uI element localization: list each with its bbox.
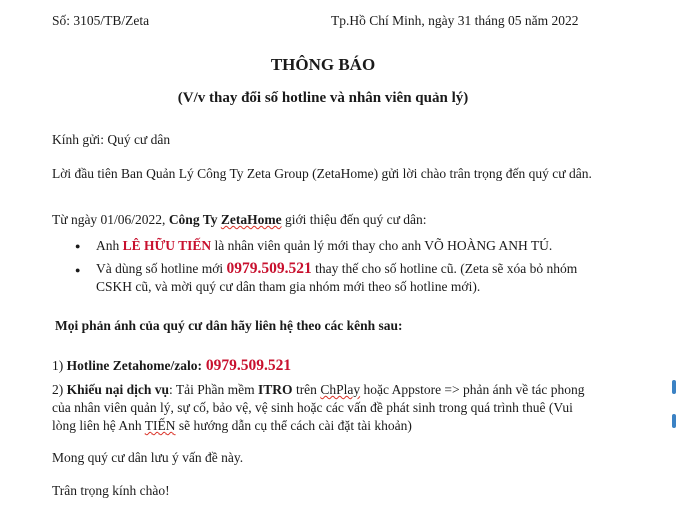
channel-2-text-4: sẽ hướng dẫn cụ thể cách cài đặt tài khoản)	[175, 418, 412, 433]
channel-1-number: 1)	[52, 358, 67, 373]
document-date: Tp.Hồ Chí Minh, ngày 31 tháng 05 năm 2022	[331, 13, 579, 28]
channel-1-label: Hotline Zetahome/zalo:	[66, 358, 202, 373]
document-reference-number: Số: 3105/TB/Zeta	[52, 13, 150, 28]
channel-2-number: 2)	[52, 382, 67, 397]
bullet-dot-1: ●	[75, 241, 81, 251]
edge-scroll-marker-top[interactable]	[672, 380, 676, 394]
channel-2-text-1: : Tải Phần mềm	[169, 382, 259, 397]
document-title: THÔNG BÁO	[270, 55, 376, 74]
announcement-company-name: ZetaHome	[220, 212, 282, 227]
bullet-2-text: thay thế cho số hotline cũ. (Zeta sẽ xóa bỏ nhóm CSKH cũ, và mời quý cư dân tham gia nhóm mới theo số hotline mới).	[96, 261, 578, 294]
edge-scroll-marker-bottom[interactable]	[672, 414, 676, 428]
app-name-itro: ITRO	[258, 382, 293, 397]
store-name-chplay: ChPlay	[320, 382, 361, 397]
announcement-prefix: Từ ngày 01/06/2022,	[52, 212, 169, 227]
channel-complaint	[52, 381, 597, 435]
announcement-company-label: Công Ty	[168, 212, 221, 227]
closing-regards: Trân trọng kính chào!	[52, 483, 170, 498]
bullet-1-text: là nhân viên quản lý mới thay cho anh VÕ HOÀNG ANH TÚ.	[211, 238, 553, 253]
document-subtitle: (V/v thay đổi số hotline và nhân viên quản lý)	[177, 90, 469, 106]
bullet-dot-2: ●	[75, 265, 81, 275]
bullet-item-manager	[96, 237, 596, 255]
contact-name-tien: TIẾN	[144, 418, 176, 433]
bullet-item-hotline	[96, 260, 596, 296]
bullet-2-prefix: Và dùng số hotline mới	[96, 261, 227, 276]
channel-2-label: Khiếu nại dịch vụ	[66, 382, 170, 397]
intro-paragraph: Lời đầu tiên Ban Quản Lý Công Ty Zeta Group (ZetaHome) gửi lời chào trân trọng đến quý cư dân.	[52, 166, 592, 181]
new-manager-name: LÊ HỮU TIẾN	[122, 238, 212, 253]
greeting: Kính gửi: Quý cư dân	[52, 132, 171, 147]
announcement-line	[52, 211, 597, 229]
channel-2-text-2: trên	[292, 382, 321, 397]
channel-1-phone: 0979.509.521	[201, 357, 292, 374]
channels-heading: Mọi phản ánh của quý cư dân hãy liên hệ theo các kênh sau:	[55, 318, 403, 333]
closing-note: Mong quý cư dân lưu ý vấn đề này.	[52, 450, 244, 465]
bullet-1-prefix: Anh	[96, 238, 123, 253]
new-hotline-number: 0979.509.521	[226, 260, 312, 277]
channel-2-text-3: hoặc Appstore => phản ánh về tác phong của nhân viên quản lý, sự cố, bảo vệ, vệ sinh hoặc các vấn đề phát sinh trong quá trình thuê (Vui lòng liên hệ Anh	[52, 382, 585, 433]
channel-hotline	[52, 357, 597, 375]
announcement-suffix: giới thiệu đến quý cư dân:	[281, 212, 427, 227]
